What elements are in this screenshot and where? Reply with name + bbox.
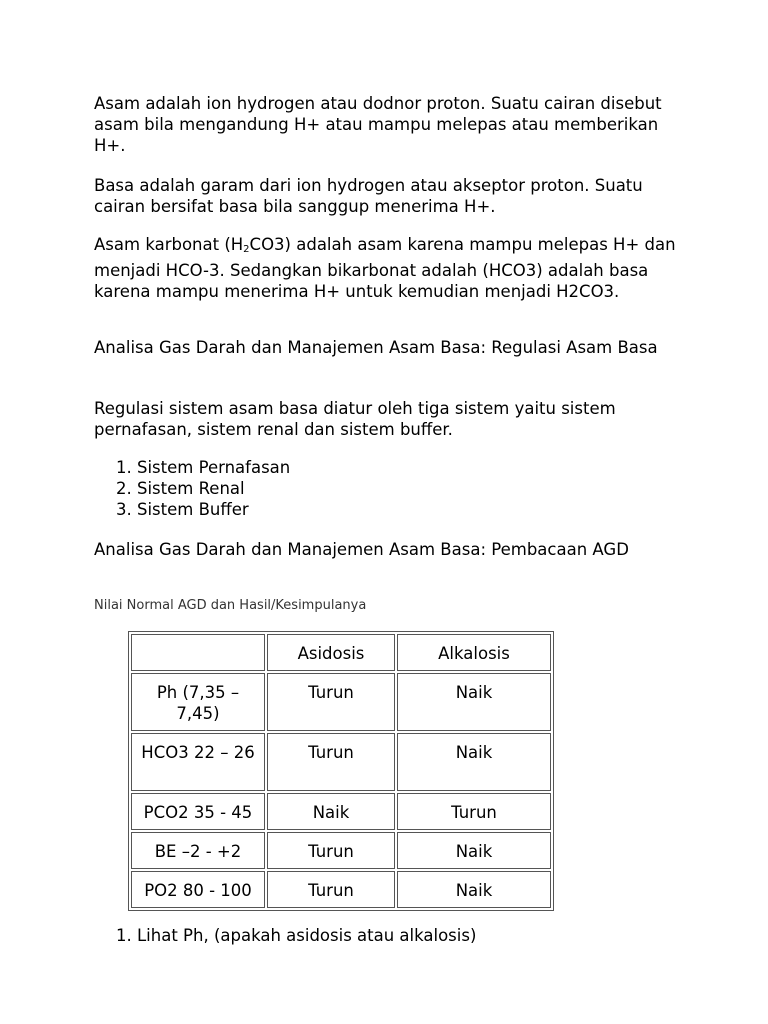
table-cell-parameter: HCO3 22 – 26	[131, 733, 265, 791]
paragraph-asam-karbonat-part-b: CO3) adalah asam karena mampu melepas H+ dan menjadi HCO-3. Sedangkan bikarbonat adalah (HCO3) adalah basa karena mampu menerima H+ untuk kemudian menjadi H2CO3.	[94, 235, 676, 301]
table-cell-asidosis: Turun	[267, 832, 395, 869]
table-header-row	[131, 634, 551, 671]
agd-table	[128, 631, 554, 911]
list-item: 2. Sistem Renal	[116, 479, 245, 498]
table-cell-asidosis: Turun	[267, 673, 395, 731]
steps-list	[116, 925, 476, 946]
table-row	[131, 733, 551, 791]
header-cell-empty	[131, 634, 265, 671]
list-item: 1. Sistem Pernafasan	[116, 458, 291, 477]
table-row	[131, 673, 551, 731]
table-cell-alkalosis: Naik	[397, 673, 551, 731]
list-item: 1. Lihat Ph, (apakah asidosis atau alkalosis)	[116, 926, 477, 945]
table-cell-alkalosis: Naik	[397, 871, 551, 908]
table-row	[131, 832, 551, 869]
table-cell-asidosis: Naik	[267, 793, 395, 830]
list-item: 3. Sistem Buffer	[116, 500, 249, 519]
paragraph-regulasi: Regulasi sistem asam basa diatur oleh tiga sistem yaitu sistem pernafasan, sistem renal dan sistem buffer.	[94, 399, 616, 439]
paragraph-asam-karbonat-part-a: Asam karbonat (H	[94, 235, 244, 254]
section-heading-regulasi: Analisa Gas Darah dan Manajemen Asam Basa: Regulasi Asam Basa	[94, 338, 658, 357]
table-cell-asidosis: Turun	[267, 733, 395, 791]
paragraph-asam-definition: Asam adalah ion hydrogen atau dodnor proton. Suatu cairan disebut asam bila mengandung H+ atau mampu melepas atau memberikan H+.	[94, 94, 662, 155]
table-cell-parameter: Ph (7,35 – 7,45)	[131, 673, 265, 731]
section-heading-pembacaan: Analisa Gas Darah dan Manajemen Asam Basa: Pembacaan AGD	[94, 540, 629, 559]
table-row	[131, 871, 551, 908]
paragraph-asam-karbonat	[94, 234, 684, 302]
table-row	[131, 793, 551, 830]
table-caption: Nilai Normal AGD dan Hasil/Kesimpulanya	[94, 598, 367, 613]
table-cell-alkalosis: Naik	[397, 733, 551, 791]
table-cell-parameter: BE –2 - +2	[131, 832, 265, 869]
regulation-list	[116, 457, 290, 520]
table-cell-parameter: PCO2 35 - 45	[131, 793, 265, 830]
header-cell-asidosis: Asidosis	[267, 634, 395, 671]
paragraph-basa-definition: Basa adalah garam dari ion hydrogen atau akseptor proton. Suatu cairan bersifat basa bila sanggup menerima H+.	[94, 176, 643, 216]
table-cell-alkalosis: Naik	[397, 832, 551, 869]
table-cell-parameter: PO2 80 - 100	[131, 871, 265, 908]
subscript-2: 2	[243, 244, 250, 255]
table-cell-alkalosis: Turun	[397, 793, 551, 830]
header-cell-alkalosis: Alkalosis	[397, 634, 551, 671]
table-cell-asidosis: Turun	[267, 871, 395, 908]
